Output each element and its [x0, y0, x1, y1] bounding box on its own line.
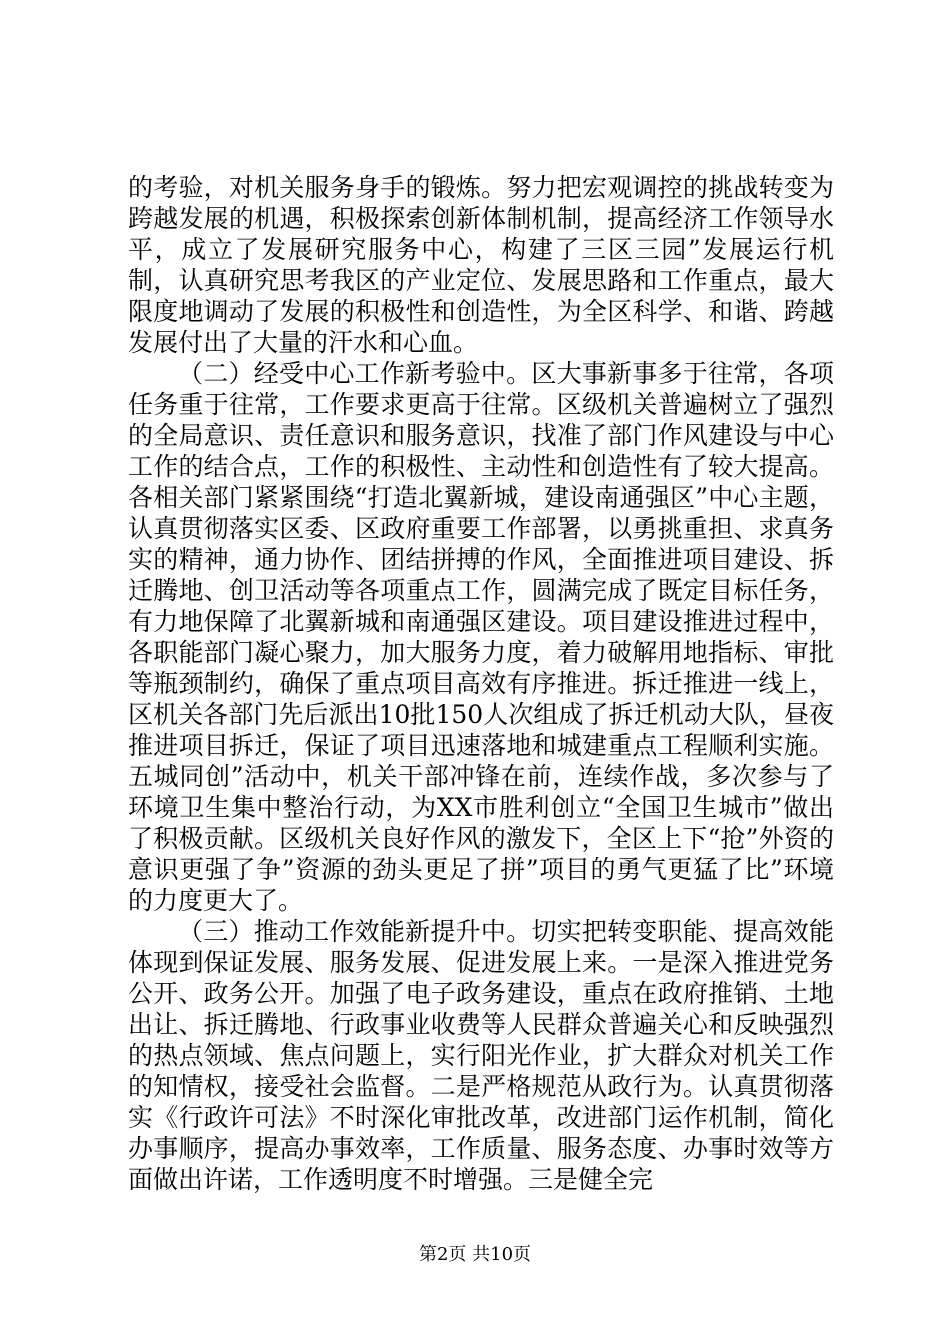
paragraph-1: 的考验，对机关服务身手的锻炼。努力把宏观调控的挑战转变为跨越发展的机遇，积极探索创新体制机制，提高经济工作领导水平，成立了发展研究服务中心，构建了三区三园”发展运行机制，认真研究思考我区的产业定位、发展思路和工作重点，最大限度地调动了发展的积极性和创造性，为全区科学、和谐、跨越发展付出了大量的汗水和心血。: [128, 173, 834, 357]
paragraph-2: （二）经受中心工作新考验中。区大事新事多于往常，各项任务重于往常，工作要求更高于往常。区级机关普遍树立了强烈的全局意识、责任意识和服务意识，找准了部门作风建设与中心工作的结合点，工作的积极性、主动性和创造性有了较大提高。各相关部门紧紧围绕“打造北翼新城，建设南通强区”中心主题，认真贯彻落实区委、区政府重要工作部署，以勇挑重担、求真务实的精神，通力协作、团结拼搏的作风，全面推进项目建设、拆迁腾地、创卫活动等各项重点工作，圆满完成了既定目标任务，有力地保障了北翼新城和南通强区建设。项目建设推进过程中，各职能部门凝心聚力，加大服务力度，着力破解用地指标、审批等瓶颈制约，确保了重点项目高效有序推进。拆迁推进一线上，区机关各部门先后派出10批150人次组成了拆迁机动大队，昼夜推进项目拆迁，保证了项目迅速落地和城建重点工程顺利实施。五城同创”活动中，机关干部冲锋在前，连续作战，多次参与了环境卫生集中整治行动，为XX市胜利创立“全国卫生城市”做出了积极贡献。区级机关良好作风的激发下，全区上下“抢”外资的意识更强了争”资源的劲头更足了拼”项目的勇气更猛了比”环境的力度更大了。: [128, 359, 834, 915]
paragraph-3: （三）推动工作效能新提升中。切实把转变职能、提高效能体现到保证发展、服务发展、促进发展上来。一是深入推进党务公开、政务公开。加强了电子政务建设，重点在政府推销、土地出让、拆迁腾地、行政事业收费等人民群众普遍关心和反映强烈的热点领域、焦点问题上，实行阳光作业，扩大群众对机关工作的知情权，接受社会监督。二是严格规范从政行为。认真贯彻落实《行政许可法》不时深化审批改革，改进部门运作机制，简化办事顺序，提高办事效率，工作质量、服务态度、办事时效等方面做出许诺，工作透明度不时增强。三是健全完: [128, 917, 834, 1194]
document-body: [128, 172, 834, 1195]
page-footer: 第2页 共10页: [418, 1244, 532, 1265]
